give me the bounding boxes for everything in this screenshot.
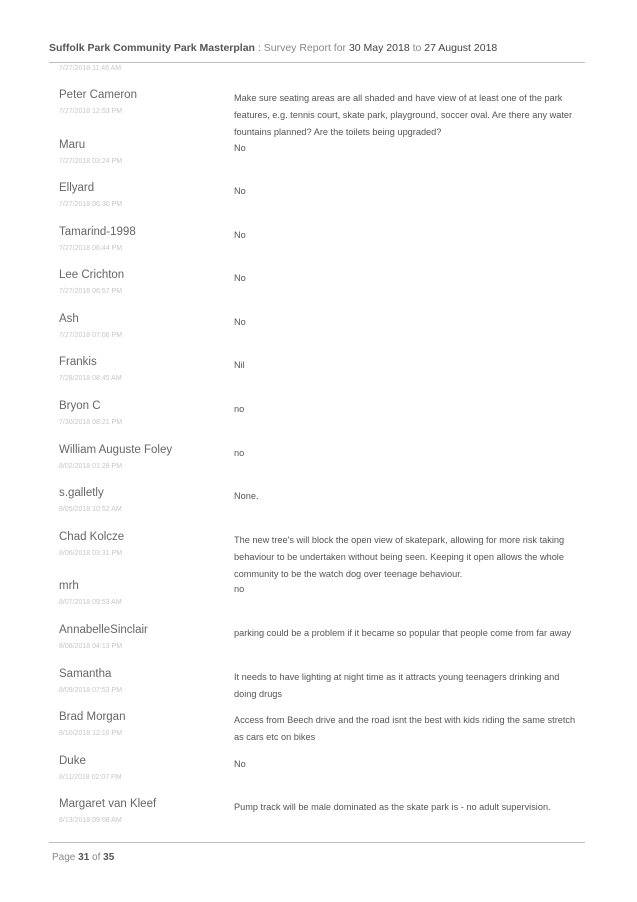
previous-entry-timestamp: 7/27/2018 11:46 AM — [59, 65, 122, 72]
respondent-name: Chad Kolcze — [59, 531, 125, 543]
response-text: No — [234, 143, 246, 153]
response-text: no — [234, 404, 245, 414]
response-text: no — [234, 584, 245, 594]
response-timestamp: 7/27/2018 06:57 PM — [59, 288, 123, 295]
response-timestamp: 8/10/2018 12:16 PM — [59, 730, 123, 737]
header-divider — [49, 62, 585, 63]
respondent-name: Maru — [59, 139, 86, 151]
report-title: Suffolk Park Community Park Masterplan — [49, 42, 255, 54]
response-timestamp: 8/05/2018 10:52 AM — [59, 506, 122, 513]
response-timestamp: 7/27/2018 06:30 PM — [59, 201, 123, 208]
response-text: The new tree's will block the open view of skatepark, allowing for more risk taking behaviour to be undertaken without being seen. Keeping it open allows the whole community to be the watch dog over teenage behaviour. — [234, 535, 565, 579]
respondent-name: Brad Morgan — [59, 711, 126, 723]
response-timestamp: 7/27/2018 03:24 PM — [59, 158, 123, 165]
respondent-name: Bryon C — [59, 400, 101, 412]
response-text: Nil — [234, 360, 245, 370]
page-number: 31 — [78, 852, 90, 863]
respondent-name: s.galletly — [59, 487, 104, 499]
date-to: 27 August 2018 — [424, 42, 498, 54]
response-text: Pump track will be male dominated as the skate park is - no adult supervision. — [234, 802, 551, 812]
page-footer — [52, 852, 114, 863]
of-word: of — [89, 852, 104, 863]
report-prefix: Survey Report for — [263, 42, 349, 54]
to-word: to — [409, 42, 425, 54]
respondent-name: mrh — [59, 580, 79, 592]
respondent-name: Margaret van Kleef — [59, 798, 157, 810]
response-text: No — [234, 186, 246, 196]
respondent-name: Frankis — [59, 356, 97, 368]
response-timestamp: 8/07/2018 09:53 AM — [59, 599, 122, 606]
response-timestamp: 8/02/2018 01:28 PM — [59, 463, 123, 470]
response-timestamp: 7/27/2018 07:06 PM — [59, 332, 123, 339]
response-text: No — [234, 273, 246, 283]
response-text: Make sure seating areas are all shaded and have view of at least one of the park features, e.g. tennis court, skate park, playground, soccer oval. Are there any water fountains planned? Are the toilets being upgraded? — [234, 93, 573, 137]
response-timestamp: 7/27/2018 12:53 PM — [59, 108, 123, 115]
response-text: No — [234, 317, 246, 327]
footer-divider — [49, 842, 585, 843]
response-timestamp: 8/13/2018 09:08 AM — [59, 817, 122, 824]
respondent-name: Ellyard — [59, 182, 95, 194]
respondent-name: Duke — [59, 755, 86, 767]
response-timestamp: 8/08/2018 04:13 PM — [59, 643, 123, 650]
respondent-name: Lee Crichton — [59, 269, 125, 281]
response-text: parking could be a problem if it became so popular that people come from far away — [234, 628, 572, 638]
response-text: It needs to have lighting at night time as it attracts young teenagers drinking and doing drugs — [234, 672, 560, 699]
respondent-name: Samantha — [59, 668, 112, 680]
response-timestamp: 8/11/2018 02:07 PM — [59, 774, 122, 781]
response-timestamp: 7/28/2018 08:45 AM — [59, 375, 122, 382]
date-from: 30 May 2018 — [348, 42, 410, 54]
response-text: no — [234, 448, 245, 458]
response-timestamp: 7/27/2018 06:44 PM — [59, 245, 123, 252]
respondent-name: Peter Cameron — [59, 89, 137, 101]
response-text: Access from Beech drive and the road isnt the best with kids riding the same stretch as cars etc on bikes — [234, 715, 576, 742]
respondent-name: Tamarind-1998 — [59, 226, 136, 238]
response-text: No — [234, 230, 246, 240]
response-timestamp: 8/06/2018 03:31 PM — [59, 550, 123, 557]
total-pages: 35 — [103, 852, 115, 863]
page-word: Page — [52, 852, 79, 863]
respondent-name: AnnabelleSinclair — [59, 624, 148, 636]
respondent-name: William Auguste Foley — [59, 444, 173, 456]
response-text: None. — [234, 491, 259, 501]
report-header — [49, 42, 589, 54]
response-timestamp: 8/09/2018 07:53 PM — [59, 687, 123, 694]
response-timestamp: 7/30/2018 08:21 PM — [59, 419, 123, 426]
header-separator: : — [254, 42, 264, 54]
response-text: No — [234, 759, 246, 769]
respondent-name: Ash — [59, 313, 79, 325]
